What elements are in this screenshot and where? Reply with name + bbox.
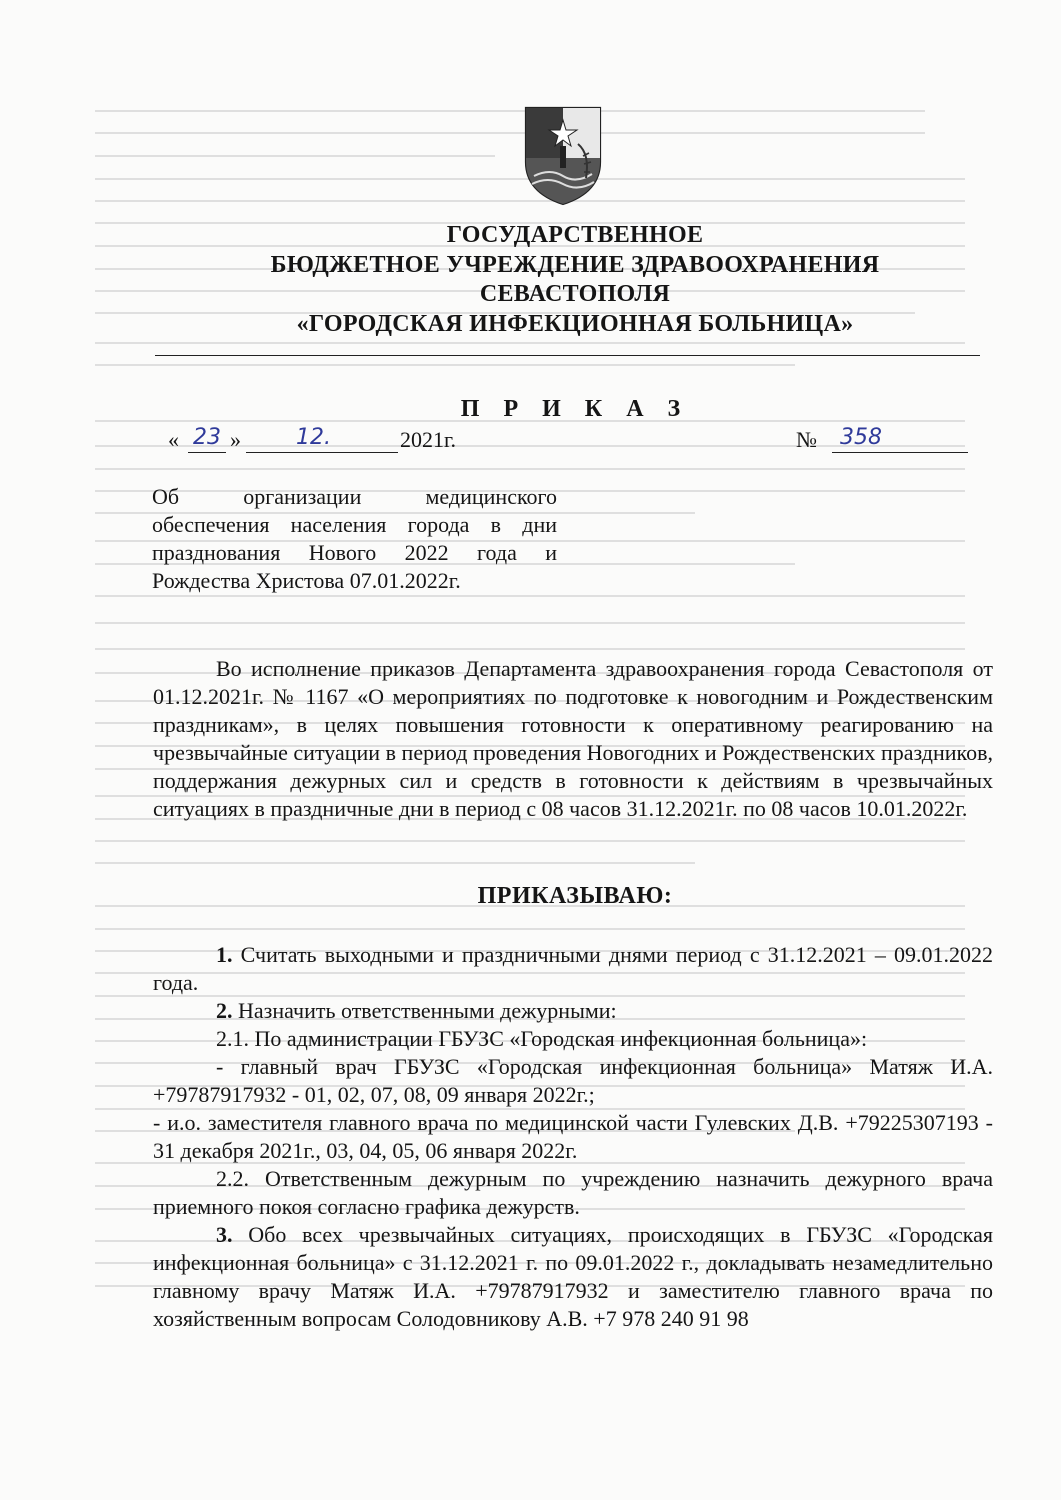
date-open-quote: « <box>168 427 179 452</box>
bleed-through-line <box>95 468 965 470</box>
order-subject <box>152 483 557 595</box>
bleed-through-line <box>95 622 965 624</box>
bleed-through-line <box>95 342 965 344</box>
order-heading: ПРИКАЗЫВАЮ: <box>477 883 673 909</box>
institution-name-line-1: ГОСУДАРСТВЕННОЕ <box>446 222 704 248</box>
item-2-2: 2.2. Ответственным дежурным по учреждению назначить дежурного врача приемного покоя согласно графика дежурств. <box>153 1166 993 1219</box>
item-2-number: 2. <box>216 998 233 1023</box>
subject-line: обеспечения населения города в дни <box>152 512 557 537</box>
institution-name-line-3: СЕВАСТОПОЛЯ <box>479 281 671 307</box>
bleed-through-line <box>95 648 965 650</box>
bleed-through-line <box>95 110 925 112</box>
subject-line: Рождества Христова 07.01.2022г. <box>152 568 461 593</box>
bleed-through-line <box>95 132 925 134</box>
number-underline <box>832 452 968 453</box>
document-title: П Р И К А З <box>460 396 690 422</box>
date-year: 2021г. <box>400 427 457 452</box>
order-items <box>153 941 993 1333</box>
institution-name-line-4: «ГОРОДСКАЯ ИНФЕКЦИОННАЯ БОЛЬНИЦА» <box>296 311 854 337</box>
item-3 <box>153 1221 993 1333</box>
day-underline <box>188 452 226 453</box>
item-2-1-deputy: - и.о. заместителя главного врача по медицинской части Гулевских Д.В. +79225307193 - 31 декабря 2021г., 03, 04, 05, 06 января 2022г. <box>153 1110 993 1163</box>
coat-of-arms-icon <box>520 104 606 208</box>
item-2 <box>153 997 993 1025</box>
bleed-through-line <box>95 155 495 157</box>
bleed-through-line <box>95 840 965 842</box>
preamble-paragraph: Во исполнение приказов Департамента здравоохранения города Севастополя от 01.12.2021г. № 1167 «О мероприятиях по подготовке к новогодним и Рождественским праздникам», в целях повышения готовности к оперативному реагированию на чрезвычайные ситуации в период проведения Новогодних и Рождественских праздников, поддержания дежурных сил и средств в готовности к действиям в чрезвычайных ситуациях в праздничные дни в период с 08 часов 31.12.2021г. по 08 часов 10.01.2022г. <box>153 656 993 821</box>
item-2-1: 2.1. По администрации ГБУЗС «Городская инфекционная больница»: <box>216 1026 868 1051</box>
header-divider <box>155 355 980 356</box>
item-2-text: Назначить ответственными дежурными: <box>238 998 617 1023</box>
item-1 <box>153 941 993 997</box>
date-day: 23 <box>193 425 221 450</box>
item-1-number: 1. <box>216 942 233 967</box>
item-3-number: 3. <box>216 1222 233 1247</box>
date-number-row <box>0 425 1061 459</box>
date-close-quote: » <box>230 427 241 452</box>
bleed-through-line <box>95 862 695 864</box>
item-3-text: Обо всех чрезвычайных ситуациях, происходящих в ГБУЗС «Городская инфекционная больница» с 31.12.2021 г. по 09.01.2022 г., докладывать незамедлительно главному врачу Матяж И.А. +79787917932 и заместителю главного врача по хозяйственным вопросам Солодовникову А.В. +7 978 240 91 98 <box>153 1222 994 1331</box>
date-month: 12. <box>296 425 331 450</box>
item-2-1-chief-doctor: - главный врач ГБУЗС «Городская инфекционная больница» Матяж И.А. +79787917932 - 01, 02, 07, 08, 09 января 2022г.; <box>153 1054 993 1107</box>
institution-name-line-2: БЮДЖЕТНОЕ УЧРЕЖДЕНИЕ ЗДРАВООХРАНЕНИЯ <box>270 252 880 278</box>
document-number: 358 <box>840 425 882 450</box>
bleed-through-line <box>95 364 795 366</box>
bleed-through-line <box>95 928 965 930</box>
month-underline <box>246 452 398 453</box>
subject-line: празднования Нового 2022 года и <box>152 540 557 565</box>
number-label: № <box>796 427 817 452</box>
item-1-text: Считать выходными и праздничными днями период с 31.12.2021 – 09.01.2022 года. <box>153 942 993 995</box>
subject-line: Об организации медицинского <box>152 484 557 509</box>
bleed-through-line <box>95 595 965 597</box>
